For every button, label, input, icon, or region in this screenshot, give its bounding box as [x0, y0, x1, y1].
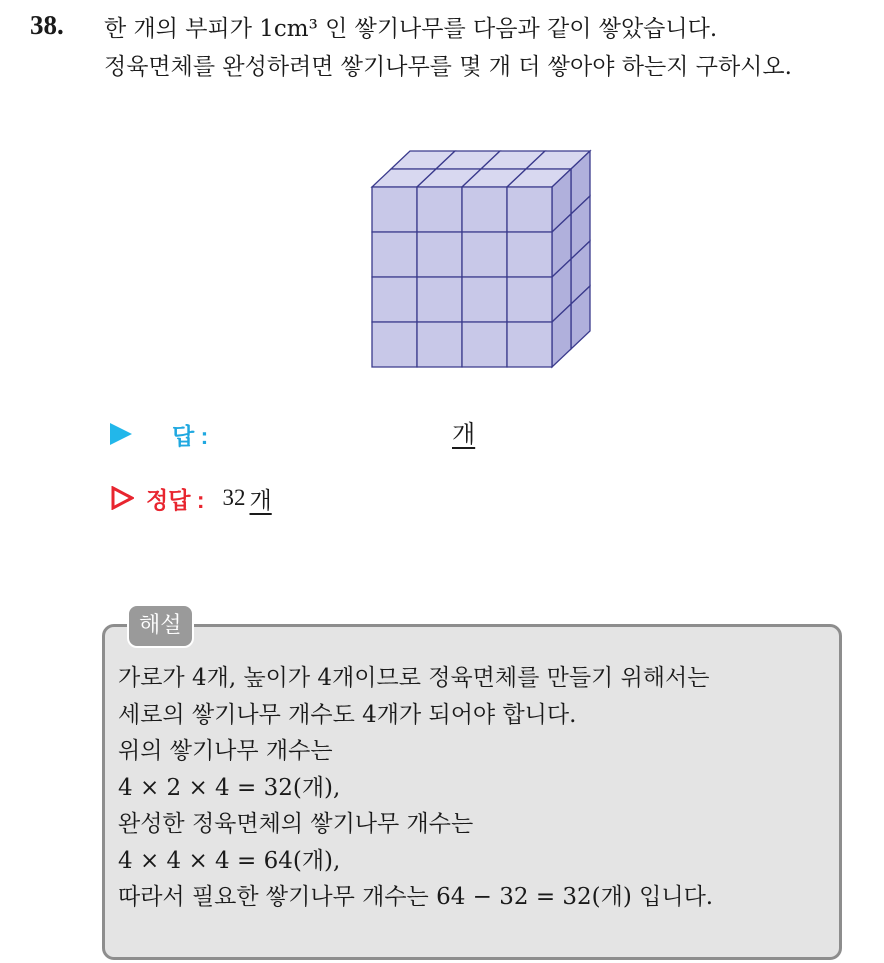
answer-unit: 개	[452, 420, 476, 448]
cube-front-face	[507, 277, 552, 322]
question-number: 38.	[30, 10, 64, 40]
cube-front-face	[462, 277, 507, 322]
correct-answer-value: 32	[222, 485, 246, 510]
explanation-line: 세로의 쌓기나무 개수도 4개가 되어야 합니다.	[118, 701, 577, 728]
correct-answer-unit: 개	[249, 487, 272, 514]
explanation-line: 가로가 4개, 높이가 4개이므로 정육면체를 만들기 위해서는	[118, 665, 710, 691]
cube-front-face	[417, 277, 462, 322]
correct-answer-label: 정답 :	[146, 486, 205, 513]
correct-answer-row	[110, 478, 272, 518]
cube-front-face	[372, 232, 417, 277]
play-triangle-icon	[110, 423, 132, 445]
answer-label: 답 :	[172, 422, 209, 449]
cube-front-face	[417, 322, 462, 367]
cube-front-face	[507, 187, 552, 232]
question-text-line-2: 정육면체를 완성하려면 쌓기나무를 몇 개 더 쌓아야 하는지 구하시오.	[104, 54, 792, 80]
explanation-text	[118, 660, 713, 916]
cube-front-face	[462, 232, 507, 277]
cube-front-face	[462, 322, 507, 367]
answer-row	[110, 414, 208, 454]
explanation-line: 4 × 2 × 4 = 32(개),	[118, 774, 341, 801]
explanation-tag: 해설	[127, 604, 194, 648]
stacked-cubes-figure	[360, 140, 600, 380]
cube-front-face	[372, 187, 417, 232]
cube-front-face	[507, 232, 552, 277]
cube-front-face	[417, 187, 462, 232]
outline-triangle-icon	[110, 486, 134, 510]
explanation-line: 4 × 4 × 4 = 64(개),	[118, 847, 341, 874]
cube-front-face	[417, 232, 462, 277]
cubes-svg	[360, 140, 600, 380]
cube-front-face	[372, 277, 417, 322]
explanation-line: 위의 쌓기나무 개수는	[118, 738, 333, 764]
cube-front-face	[462, 187, 507, 232]
cube-front-face	[372, 322, 417, 367]
explanation-line: 따라서 필요한 쌓기나무 개수는 64 − 32 = 32(개) 입니다.	[118, 884, 714, 910]
explanation-line: 완성한 정육면체의 쌓기나무 개수는	[118, 811, 474, 837]
question-text-line-1: 한 개의 부피가 1cm³ 인 쌓기나무를 다음과 같이 쌓았습니다.	[104, 16, 718, 42]
cube-front-face	[507, 322, 552, 367]
